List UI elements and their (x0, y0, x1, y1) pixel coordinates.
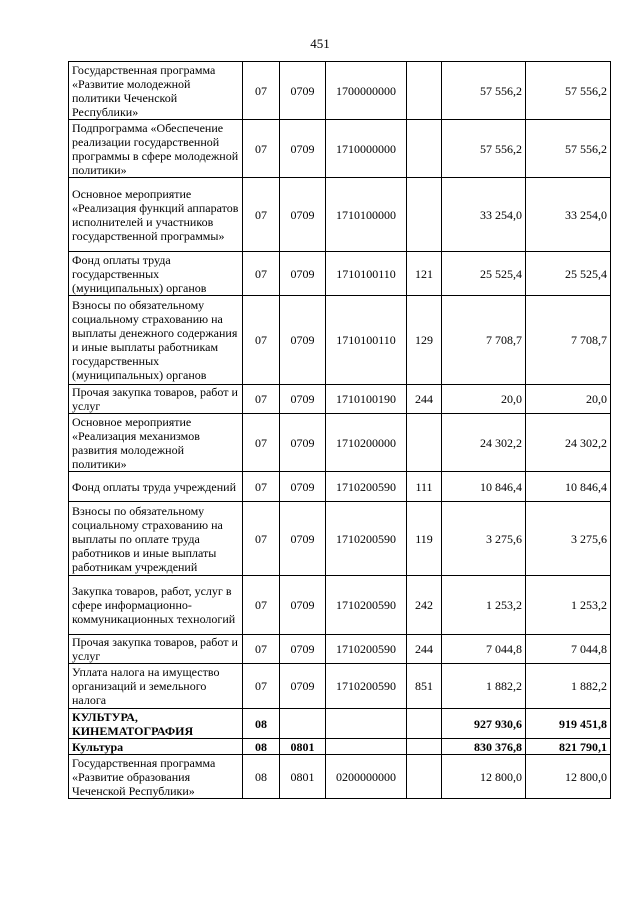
amount-year-2: 7 708,7 (526, 296, 611, 385)
amount-year-2: 1 882,2 (526, 664, 611, 709)
target-article-code: 1710200590 (326, 635, 407, 664)
amount-year-2: 25 525,4 (526, 252, 611, 296)
section-code: 07 (243, 414, 280, 472)
section-code: 07 (243, 62, 280, 120)
row-name: Прочая закупка товаров, работ и услуг (69, 385, 243, 414)
section-code: 07 (243, 502, 280, 576)
budget-table (68, 61, 611, 799)
subsection-code: 0709 (280, 664, 326, 709)
target-article-code: 1710000000 (326, 120, 407, 178)
section-code: 07 (243, 472, 280, 502)
table-row (69, 709, 611, 739)
target-article-code: 1710100000 (326, 178, 407, 252)
amount-year-2: 12 800,0 (526, 755, 611, 799)
amount-year-2: 3 275,6 (526, 502, 611, 576)
subsection-code: 0709 (280, 62, 326, 120)
section-code: 08 (243, 739, 280, 755)
section-code: 08 (243, 709, 280, 739)
row-name: Культура (69, 739, 243, 755)
expense-type-code: 121 (407, 252, 442, 296)
amount-year-1: 7 708,7 (442, 296, 526, 385)
expense-type-code: 244 (407, 635, 442, 664)
section-code: 07 (243, 635, 280, 664)
amount-year-1: 1 882,2 (442, 664, 526, 709)
row-name: КУЛЬТУРА, КИНЕМАТОГРАФИЯ (69, 709, 243, 739)
section-code: 07 (243, 120, 280, 178)
subsection-code: 0709 (280, 414, 326, 472)
expense-type-code (407, 414, 442, 472)
row-name: Государственная программа «Развитие молодежной политики Чеченской Республики» (69, 62, 243, 120)
subsection-code: 0709 (280, 576, 326, 635)
subsection-code: 0709 (280, 502, 326, 576)
subsection-code: 0801 (280, 755, 326, 799)
amount-year-1: 12 800,0 (442, 755, 526, 799)
amount-year-1: 3 275,6 (442, 502, 526, 576)
target-article-code: 1710100190 (326, 385, 407, 414)
section-code: 07 (243, 576, 280, 635)
row-name: Подпрограмма «Обеспечение реализации государственной программы в сфере молодежной политики» (69, 120, 243, 178)
expense-type-code (407, 178, 442, 252)
target-article-code: 0200000000 (326, 755, 407, 799)
subsection-code: 0801 (280, 739, 326, 755)
amount-year-1: 927 930,6 (442, 709, 526, 739)
amount-year-2: 57 556,2 (526, 62, 611, 120)
amount-year-1: 24 302,2 (442, 414, 526, 472)
expense-type-code: 119 (407, 502, 442, 576)
expense-type-code: 851 (407, 664, 442, 709)
expense-type-code (407, 709, 442, 739)
row-name: Закупка товаров, работ, услуг в сфере информационно-коммуникационных технологий (69, 576, 243, 635)
target-article-code: 1710100110 (326, 296, 407, 385)
row-name: Основное мероприятие «Реализация функций аппаратов исполнителей и участников государственной программы» (69, 178, 243, 252)
amount-year-2: 919 451,8 (526, 709, 611, 739)
table-row (69, 62, 611, 120)
row-name: Взносы по обязательному социальному страхованию на выплаты денежного содержания и иные выплаты работникам государственных (муниципальных) органов (69, 296, 243, 385)
expense-type-code: 111 (407, 472, 442, 502)
table-row (69, 385, 611, 414)
table-row (69, 296, 611, 385)
expense-type-code (407, 62, 442, 120)
amount-year-1: 25 525,4 (442, 252, 526, 296)
row-name: Взносы по обязательному социальному страхованию на выплаты по оплате труда работников и иные выплаты работникам учреждений (69, 502, 243, 576)
target-article-code (326, 739, 407, 755)
section-code: 08 (243, 755, 280, 799)
table-row (69, 414, 611, 472)
expense-type-code: 244 (407, 385, 442, 414)
page-number: 451 (310, 36, 330, 51)
row-name: Основное мероприятие «Реализация механизмов развития молодежной политики» (69, 414, 243, 472)
table-row (69, 120, 611, 178)
section-code: 07 (243, 664, 280, 709)
row-name: Фонд оплаты труда государственных (муниципальных) органов (69, 252, 243, 296)
subsection-code: 0709 (280, 635, 326, 664)
subsection-code: 0709 (280, 472, 326, 502)
amount-year-2: 1 253,2 (526, 576, 611, 635)
table-row (69, 502, 611, 576)
table-row (69, 635, 611, 664)
amount-year-2: 33 254,0 (526, 178, 611, 252)
target-article-code: 1710200590 (326, 472, 407, 502)
subsection-code (280, 709, 326, 739)
amount-year-1: 57 556,2 (442, 120, 526, 178)
amount-year-1: 33 254,0 (442, 178, 526, 252)
amount-year-1: 830 376,8 (442, 739, 526, 755)
amount-year-1: 57 556,2 (442, 62, 526, 120)
subsection-code: 0709 (280, 385, 326, 414)
subsection-code: 0709 (280, 296, 326, 385)
expense-type-code: 129 (407, 296, 442, 385)
table-row (69, 252, 611, 296)
amount-year-2: 7 044,8 (526, 635, 611, 664)
subsection-code: 0709 (280, 178, 326, 252)
amount-year-2: 10 846,4 (526, 472, 611, 502)
subsection-code: 0709 (280, 252, 326, 296)
row-name: Фонд оплаты труда учреждений (69, 472, 243, 502)
expense-type-code (407, 739, 442, 755)
target-article-code: 1710200000 (326, 414, 407, 472)
amount-year-1: 7 044,8 (442, 635, 526, 664)
target-article-code: 1710200590 (326, 664, 407, 709)
amount-year-1: 20,0 (442, 385, 526, 414)
target-article-code: 1710200590 (326, 502, 407, 576)
target-article-code: 1700000000 (326, 62, 407, 120)
section-code: 07 (243, 385, 280, 414)
row-name: Прочая закупка товаров, работ и услуг (69, 635, 243, 664)
table-row (69, 178, 611, 252)
amount-year-2: 24 302,2 (526, 414, 611, 472)
table-body (69, 62, 611, 799)
table-row (69, 739, 611, 755)
table-row (69, 664, 611, 709)
expense-type-code (407, 120, 442, 178)
target-article-code: 1710100110 (326, 252, 407, 296)
amount-year-1: 1 253,2 (442, 576, 526, 635)
target-article-code (326, 709, 407, 739)
amount-year-1: 10 846,4 (442, 472, 526, 502)
amount-year-2: 20,0 (526, 385, 611, 414)
section-code: 07 (243, 296, 280, 385)
amount-year-2: 57 556,2 (526, 120, 611, 178)
amount-year-2: 821 790,1 (526, 739, 611, 755)
row-name: Государственная программа «Развитие образования Чеченской Республики» (69, 755, 243, 799)
target-article-code: 1710200590 (326, 576, 407, 635)
row-name: Уплата налога на имущество организаций и земельного налога (69, 664, 243, 709)
section-code: 07 (243, 178, 280, 252)
section-code: 07 (243, 252, 280, 296)
table-row (69, 576, 611, 635)
expense-type-code (407, 755, 442, 799)
table-row (69, 472, 611, 502)
expense-type-code: 242 (407, 576, 442, 635)
table-row (69, 755, 611, 799)
subsection-code: 0709 (280, 120, 326, 178)
